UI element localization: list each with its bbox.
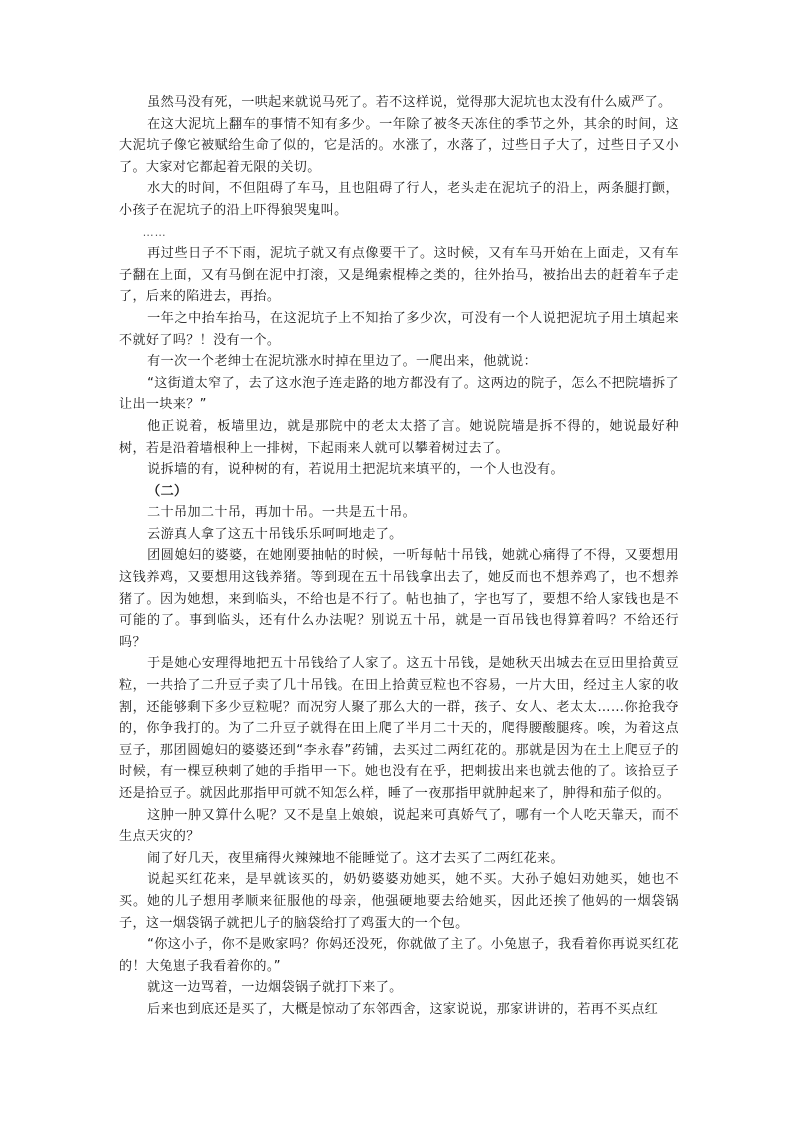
quoted-paragraph: “这街道太窄了，去了这水泡子连走路的地方都没有了。这两边的院子，怎么不把院墙拆了让出一块来？” (119, 375, 679, 413)
paragraph: 闹了好几天，夜里痛得火辣辣地不能睡觉了。这才去买了二两红花来。 (147, 850, 564, 866)
paragraph: 在这大泥坑上翻车的事情不知有多少。一年除了被冬天冻住的季节之外，其余的时间，这大泥坑子像它被赋给生命了似的，它是活的。水涨了，水落了，过些日子大了，过些日子又小了。大家对它都起着无限的关切。 (119, 116, 679, 175)
paragraph: 一年之中抬车抬马，在这泥坑子上不知抬了多少次，可没有一个人说把泥坑子用土填起来不就好了吗？！没有一个。 (119, 310, 679, 348)
paragraph: 二十吊加二十吊，再加十吊。一共是五十吊。 (147, 505, 417, 521)
paragraph: 虽然马没有死，一哄起来就说马死了。若不这样说，觉得那大泥坑也太没有什么威严了。 (147, 95, 672, 110)
paragraph: 有一次一个老绅士在泥坑涨水时掉在里边了。一爬出来，他就说： (147, 354, 538, 370)
document-body (119, 92, 679, 1021)
paragraph: 说拆墙的有，说种树的有，若说用土把泥坑来填平的，一个人也没有。 (147, 462, 564, 478)
paragraph: 说起买红花来，是早就该买的，奶奶婆婆劝她买，她不买。大孙子媳妇劝她买，她也不买。她的儿子想用孝顺来征服他的母亲，他强硬地要去给她买，因此还挨了他妈的一烟袋锅子，这一烟袋锅子就把儿子的脑袋给打了鸡蛋大的一个包。 (119, 872, 679, 931)
paragraph: 云游真人拿了这五十吊钱乐乐呵呵地走了。 (147, 526, 403, 542)
paragraph: 于是她心安理得地把五十吊钱给了人家了。这五十吊钱，是她秋天出城去在豆田里拾黄豆粒，一共拾了二升豆子卖了几十吊钱。在田上拾黄豆粒也不容易，一片大田，经过主人家的收割，还能够剩下多少豆粒呢？而况穷人聚了那么大的一群，孩子、女人、老太太……你抢我夺的，你争我打的。为了二升豆子就得在田上爬了半月二十天的，爬得腰酸腿疼。唉，为着这点豆子，那团圆媳妇的婆婆还到“李永春”药铺，去买过二两红花的。那就是因为在土上爬豆子的时候，有一棵豆秧刺了她的手指甲一下。她也没有在乎，把刺拔出来也就去他的了。该拾豆子还是拾豆子。就因此那指甲可就不知怎么样，睡了一夜那指甲就肿起来了，肿得和茄子似的。 (119, 656, 679, 801)
quoted-paragraph: “你这小子，你不是败家吗？你妈还没死，你就做了主了。小兔崽子，我看着你再说买红花的！大兔崽子我看着你的。” (119, 937, 679, 974)
paragraph: 后来也到底还是买了，大概是惊动了东邻西舍，这家说说，那家讲讲的，若再不买点红 (147, 1001, 659, 1017)
paragraph: 再过些日子不下雨，泥坑子就又有点像要干了。这时候，又有车马开始在上面走，又有车子翻在上面，又有马倒在泥中打滚，又是绳索棍棒之类的，往外抬马，被抬出去的赶着车子走了，后来的陷进去，再抬。 (119, 246, 679, 305)
paragraph: 这肿一肿又算什么呢？又不是皇上娘娘，说起来可真娇气了，哪有一个人吃天靠天，而不生点天灾的？ (119, 807, 679, 845)
paragraph: 团圆媳妇的婆婆，在她刚要抽帖的时候，一听每帖十吊钱，她就心痛得了不得，又要想用这钱养鸡，又要想用这钱养猪。等到现在五十吊钱拿出去了，她反而也不想养鸡了，也不想养猪了。因为她想，来到临头，不给也是不行了。帖也抽了，字也写了，要想不给人家钱也是不可能的了。事到临头，还有什么办法呢？别说五十吊，就是一百吊钱也得算着吗？不给还行吗？ (119, 548, 679, 650)
ellipsis-separator: …… (142, 225, 167, 239)
paragraph: 就这一边骂着，一边烟袋锅子就打下来了。 (147, 980, 403, 996)
paragraph: 他正说着，板墙里边，就是那院中的老太太搭了言。她说院墙是拆不得的，她说最好种树，若是沿着墙根种上一排树，下起雨来人就可以攀着树过去了。 (119, 418, 679, 456)
paragraph: 水大的时间，不但阻碍了车马，且也阻碍了行人，老头走在泥坑子的沿上，两条腿打颤，小孩子在泥坑子的沿上吓得狼哭鬼叫。 (119, 181, 679, 218)
section-heading: （二） (147, 483, 188, 499)
